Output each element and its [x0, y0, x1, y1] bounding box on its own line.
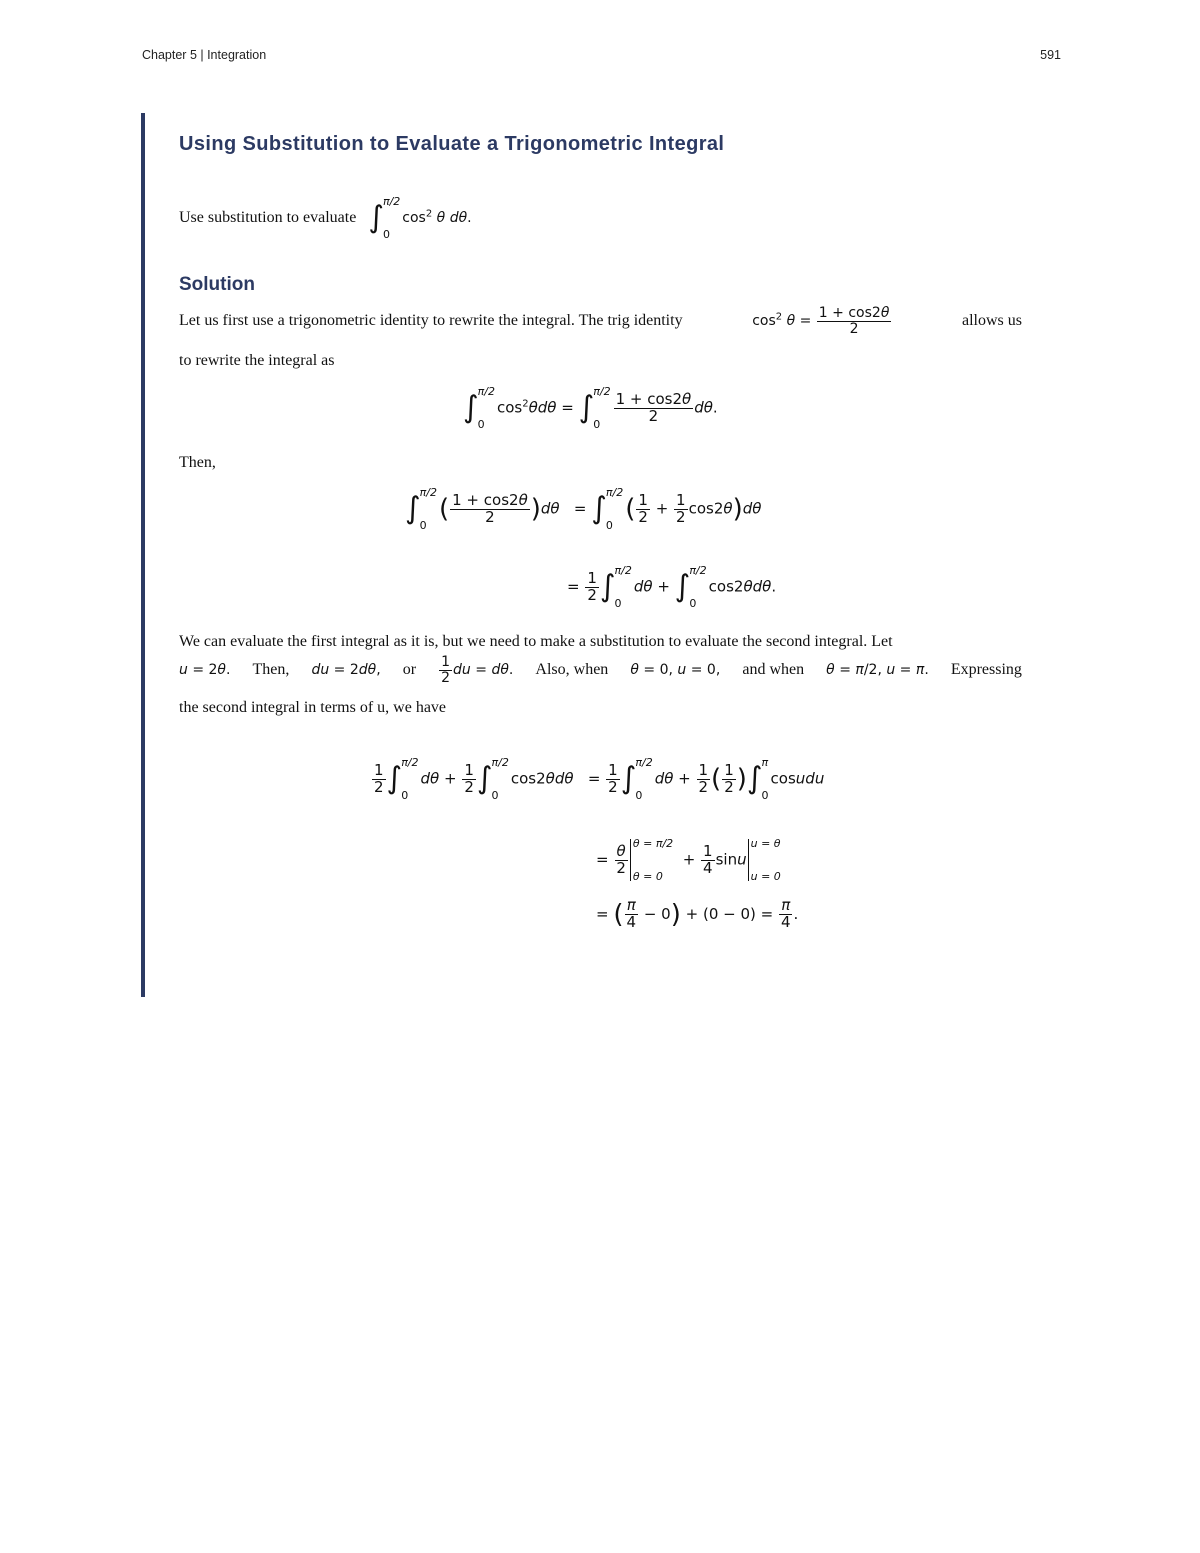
equation-split-line2: = $\frac{1}{2}$ ∫ π/2 0 dθ + ∫ π/2 0 cos2θdθ.	[567, 564, 777, 610]
equation-substitution-line3: = ( $\frac{\pi}{4}$ − 0) + (0 − 0) = $\frac{\pi}{4}$ .	[596, 896, 799, 931]
equation-split-line1: ∫ π/2 0 ( $\frac{1 + \cos 2\theta}{2}$ )dθ = ∫ π/2 0 ( $\frac{1}{2}$ + $\frac{1}{2}$ cos2θ)dθ	[405, 486, 762, 532]
prompt-text: Use substitution to evaluate	[179, 209, 357, 226]
solution-heading: Solution	[179, 274, 255, 295]
then-label: Then,	[179, 454, 216, 471]
running-header-chapter: Chapter 5 | Integration	[142, 48, 267, 62]
example-sidebar-rule	[141, 113, 145, 997]
page-number: 591	[1040, 48, 1061, 62]
equation-rewrite: ∫ π/2 0 $\cos^2\theta d\theta$ = ∫ π/2 0 $\frac{1 + \cos 2\theta}{2}$ dθ.	[463, 385, 718, 431]
equation-substitution-line2: = $\frac{\theta}{2}$ θ = π/2 θ = 0 + $\frac{1}{4}$ sinu u = θ u = 0	[596, 837, 781, 883]
prompt-integral: ∫ π/2 0 $\cos^2 \theta$ dθ.	[368, 195, 472, 241]
para-also-when: Also, when	[535, 661, 609, 679]
para-expressing: Expressing	[950, 661, 1022, 679]
equation-substitution-line1: $\frac{1}{2}$ ∫ π/2 0 dθ + $\frac{1}{2}$ ∫ π/2 0 cos2θdθ = $\frac{1}{2}$ ∫ π/2 0 dθ + $\frac{1}{2}$ ( $\frac{1}{2}$ ) ∫ π 0 cosudu	[374, 756, 825, 802]
example-title: Using Substitution to Evaluate a Trigonometric Integral	[179, 133, 725, 155]
solution-line-1	[179, 306, 1022, 336]
prompt-line	[179, 196, 472, 240]
line1-text: Let us first use a trigonometric identity to rewrite the integral. The trig identity	[179, 312, 683, 330]
solution-line-2: to rewrite the integral as	[179, 352, 335, 369]
paragraph-line-3: the second integral in terms of u, we have	[179, 699, 447, 716]
para-or: or	[402, 661, 417, 679]
para-and-when: and when	[742, 661, 805, 679]
paragraph-line-2: u = 2θ. Then, du = 2dθ, or $\frac{1}{2}$ du = dθ. Also, when θ = 0, u = 0, and when θ = π/2, u = π. Expressing	[179, 654, 1022, 686]
paragraph-line-1: We can evaluate the first integral as it is, but we need to make a substitution to evaluate the second integral. Let	[179, 633, 893, 650]
line1-tail: allows us	[962, 312, 1022, 330]
para-then: Then,	[252, 661, 290, 679]
trig-identity: $\cos^2 \theta$ = $\frac{1 + \cos 2\theta}{2}$	[752, 305, 890, 337]
